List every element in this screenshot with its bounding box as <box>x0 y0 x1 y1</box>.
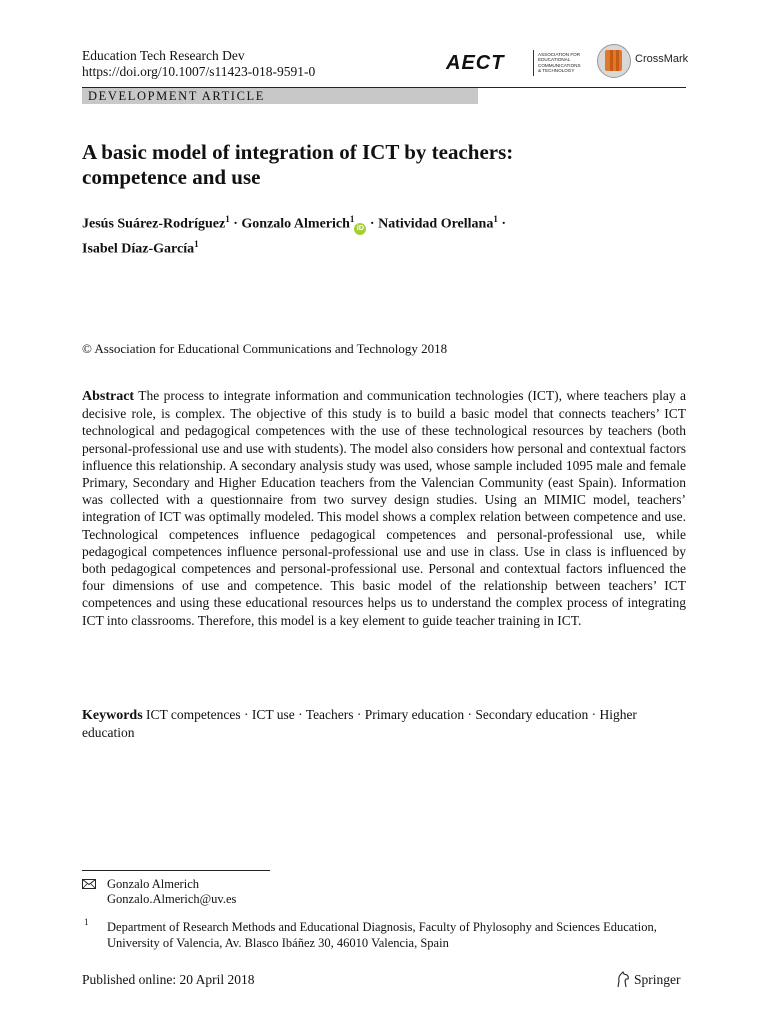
aect-logo <box>446 48 592 80</box>
copyright-notice: © Association for Educational Communications and Technology 2018 <box>82 341 448 356</box>
footnote-rule <box>82 870 270 871</box>
keywords <box>82 706 686 741</box>
crossmark-label: CrossMark <box>635 53 689 65</box>
author-affiliation-mark: 1 <box>493 214 498 224</box>
author-name[interactable]: Isabel Díaz-García <box>82 241 195 257</box>
author-name[interactable]: Jesús Suárez-Rodríguez <box>82 216 226 232</box>
keywords-text: ICT competences · ICT use · Teachers · Primary education · Secondary education · Higher education <box>82 707 637 741</box>
affiliation-number: 1 <box>84 917 89 927</box>
author-name[interactable]: Gonzalo Almerich <box>241 216 350 232</box>
aect-tagline: ASSOCIATION FOR EDUCATIONAL COMMUNICATIONS & TECHNOLOGY <box>538 52 581 74</box>
abstract <box>82 387 686 629</box>
keywords-heading: Keywords <box>82 708 143 723</box>
springer-logo <box>615 971 695 989</box>
springer-horse-icon <box>615 971 631 989</box>
author-affiliation-mark: 1 <box>225 214 230 224</box>
publisher-name: Springer <box>634 972 681 987</box>
corresponding-author-name: Gonzalo Almerich <box>107 877 199 891</box>
abstract-text: The process to integrate information and communication technologies (ICT), where teachers play a decisive role, is complex. The objective of this study is to build a basic model that connects teachers’ ICT technological and pedagogical competences with the use of these technological resources by teachers (both personal-professional use and use with students). The model also considers how personal and contextual factors influence this relationship. A secondary analysis study was used, whose sample included 1095 male and female Primary, Secondary and Higher Education teachers from the Valencian Community (east Spain). Information was collected with a questionnaire from two survey design studies. Using an MIMIC model, teachers’ integration of ICT was optimally modeled. This model shows a complex relation between competence and use. Technological competences influence pedagogical competences and personal-professional use, while pedagogical competences influence personal-professional use and use in class. Use in class is influenced by both pedagogical competences and personal-professional use. Personal and contextual factors influenced the four dimensions of use and competence. This basic model of the relationship between teachers’ ICT competences and using these educational resources helps us to understand the complex process of integrating ICT into classrooms. Therefore, this model is a key element to guide teacher training in ICT. <box>82 388 686 628</box>
mail-icon <box>82 879 96 889</box>
orcid-icon[interactable]: iD <box>354 223 366 235</box>
title-line-1: A basic model of integration of ICT by teachers: <box>82 140 514 164</box>
journal-name: Education Tech Research Dev <box>82 48 245 63</box>
abstract-heading: Abstract <box>82 389 135 404</box>
author-affiliation-mark: 1 <box>349 214 355 224</box>
aect-logo-divider <box>533 50 534 76</box>
crossmark-badge[interactable] <box>597 44 693 78</box>
article-type-label: DEVELOPMENT ARTICLE <box>88 89 265 103</box>
crossmark-icon <box>597 44 631 78</box>
author-affiliation-mark: 1 <box>194 238 199 249</box>
author-name[interactable]: Natividad Orellana <box>378 216 494 232</box>
authors-line-1 <box>82 210 686 235</box>
corresponding-author-email[interactable]: Gonzalo.Almerich@uv.es <box>107 892 237 906</box>
title-line-2: competence and use <box>82 165 261 189</box>
author-separator: · <box>501 216 507 232</box>
doi-link[interactable]: https://doi.org/10.1007/s11423-018-9591-0 <box>82 64 316 79</box>
aect-wordmark: AECT <box>446 52 505 74</box>
author-list <box>82 210 686 258</box>
author-separator: · <box>369 216 375 232</box>
authors-line-2 <box>82 235 686 259</box>
author-separator: · <box>233 216 238 232</box>
affiliation-text: Department of Research Methods and Educational Diagnosis, Faculty of Phylosophy and Sciences Education, University of Valencia, Av. Blasco Ibáñez 30, 46010 Valencia, Spain <box>107 920 657 950</box>
article-title <box>82 140 686 190</box>
published-date: Published online: 20 April 2018 <box>82 972 255 987</box>
